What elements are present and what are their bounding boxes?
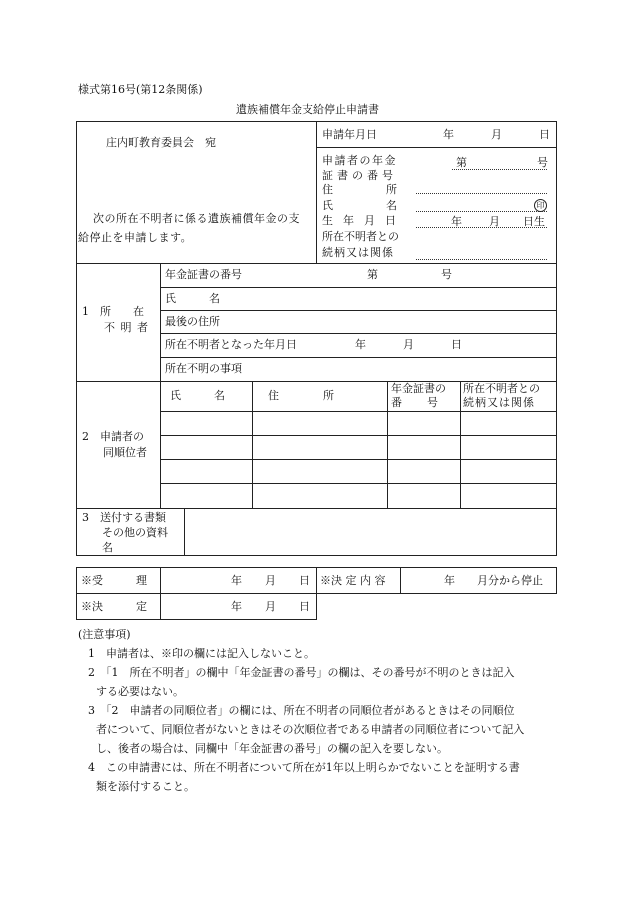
relation-label-2: 続柄又は関係	[322, 246, 394, 259]
birth-label: 生年月日	[322, 214, 406, 227]
col-header-relation-1: 所在不明者との	[463, 382, 540, 395]
missing-date-label: 所在不明者となった年月日	[165, 338, 297, 351]
request-text-line1: 次の所在不明者に係る遺族補償年金の支	[93, 212, 300, 225]
received-day-unit: 日	[299, 574, 310, 587]
missing-matters-label: 所在不明の事項	[165, 362, 242, 375]
col-header-cert-1: 年金証書の	[391, 382, 446, 395]
note-3-line3: し、後者の場合は、同欄中「年金証書の番号」の欄の記入を要しない。	[96, 742, 448, 755]
section3-label-3: 名	[102, 541, 113, 554]
section1-label-1: 1 所 在	[82, 305, 144, 318]
note-2-line1: 2 「1 所在不明者」の欄中「年金証書の番号」の欄は、その番号が不明のときは記入	[88, 666, 515, 679]
form-title: 遺族補償年金支給停止申請書	[236, 103, 379, 116]
birth-year-unit: 年	[451, 215, 462, 228]
cert-dai: 第	[456, 156, 467, 169]
missing-date-year-unit: 年	[355, 338, 366, 351]
note-4-line2: 類を添付すること。	[96, 780, 195, 793]
col-header-name: 氏 名	[170, 389, 225, 402]
decision-day-unit: 日	[299, 600, 310, 613]
received-label: ※受 理	[81, 574, 147, 587]
decision-content-label: ※決 定 内 容	[320, 574, 386, 587]
decision-label: ※決 定	[81, 600, 147, 613]
form-number: 様式第16号(第12条関係)	[78, 83, 203, 96]
birth-day-unit: 日生	[523, 215, 545, 228]
note-1: 1 申請者は、※印の欄には記入しないこと。	[88, 647, 315, 660]
request-text-line2: 給停止を申請します。	[78, 231, 193, 244]
name-label: 氏名	[322, 199, 450, 212]
applicant-cert-label-2: 証書の番号	[322, 169, 397, 182]
missing-cert-go: 号	[441, 268, 452, 281]
note-3-line2: 者について、同順位者がないときはその次順位者である申請者の同順位者について記入	[96, 723, 525, 736]
missing-date-day-unit: 日	[451, 338, 462, 351]
application-year-unit: 年	[443, 128, 454, 141]
seal-mark: 印	[534, 199, 547, 212]
col-header-relation-2: 続柄又は関係	[463, 396, 535, 409]
note-3-line1: 3 「2 申請者の同順位者」の欄には、所在不明者の同順位者があるときはその同順位	[88, 704, 515, 717]
cert-go: 号	[537, 156, 548, 169]
note-4-line1: 4 この申請書には、所在不明者について所在が1年以上明らかでないことを証明する書	[88, 761, 520, 774]
section1-label-2: 不 明 者	[104, 321, 149, 334]
section3-label-1: 3 送付する書類	[82, 511, 166, 524]
section2-label-1: 2 申請者の	[82, 430, 144, 443]
decision-year-unit: 年	[231, 600, 242, 613]
applicant-cert-label-1: 申請者の年金	[322, 154, 397, 167]
col-header-address: 住 所	[268, 389, 334, 402]
application-day-unit: 日	[539, 128, 550, 141]
notes-heading: (注意事項)	[78, 628, 131, 641]
section2-label-2: 同順位者	[103, 446, 147, 459]
section3-label-2: その他の資料	[102, 526, 168, 539]
missing-date-month-unit: 月	[403, 338, 414, 351]
received-month-unit: 月	[265, 574, 276, 587]
missing-cert-dai: 第	[367, 268, 378, 281]
missing-last-address-label: 最後の住所	[165, 315, 220, 328]
decision-month-unit: 月	[265, 600, 276, 613]
birth-month-unit: 月	[489, 215, 500, 228]
application-date-label: 申請年月日	[322, 128, 377, 141]
application-month-unit: 月	[491, 128, 502, 141]
missing-cert-label: 年金証書の番号	[165, 268, 242, 281]
decision-content-value: 年 月分から停止	[444, 574, 543, 587]
relation-label-1: 所在不明者との	[322, 230, 399, 243]
received-year-unit: 年	[231, 574, 242, 587]
missing-name-label: 氏 名	[165, 292, 220, 305]
address-label: 住所	[322, 183, 450, 196]
col-header-cert-2: 番 号	[391, 396, 439, 409]
addressee: 庄内町教育委員会 宛	[106, 136, 216, 149]
note-2-line2: する必要はない。	[96, 685, 184, 698]
